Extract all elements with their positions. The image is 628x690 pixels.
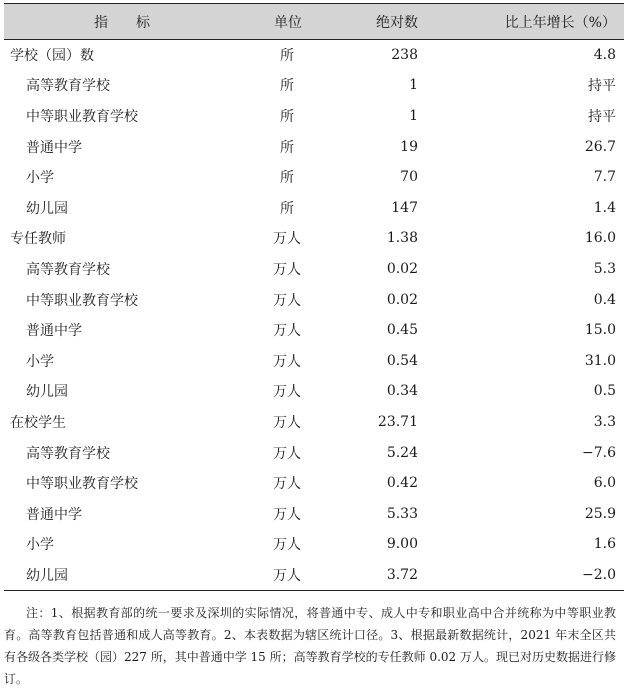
table-row [4,254,624,285]
cell-indicator: 高等教育学校 [26,261,110,278]
cell-indicator: 中等职业教育学校 [26,292,138,309]
table-row [4,101,624,132]
cell-unit: 万人 [273,537,301,554]
cell-growth: 7.7 [593,169,616,186]
cell-unit: 所 [280,108,294,125]
cell-absolute: 0.02 [386,260,418,277]
table-row [4,376,624,407]
table-row [4,437,624,468]
table-row [4,223,624,254]
cell-indicator: 幼儿园 [26,384,68,401]
cell-absolute: 0.02 [386,291,418,308]
cell-growth: 持平 [588,78,616,95]
cell-indicator: 幼儿园 [4,560,240,591]
table-row [4,131,624,162]
cell-indicator: 在校学生 [10,414,66,431]
cell-growth: 25.9 [584,505,616,522]
cell-indicator: 小学 [26,537,54,554]
cell-unit: 万人 [273,261,301,278]
cell-unit: 万人 [273,476,301,493]
education-statistics-table [4,3,624,591]
cell-indicator: 小学 [26,170,54,187]
cell-growth: 持平 [588,108,616,125]
cell-growth: 4.8 [593,47,616,64]
table-row [4,345,624,376]
footnote: 注：1、根据教育部的统一要求及深圳的实际情况，将普通中专、成人中专和职业高中合并统称为中等职业教育。高等教育包括普通和成人高等教育。2、本表数据为辖区统计口径。3、根据最新数据统计，2021 年末全区共有各级各类学校（园）227 所，其中普通中学 15 所；高等教育学校的专任教师 0.02 万人。现已对历史数据进行修订。 [4,606,616,686]
header-row [4,4,624,40]
cell-unit: 万人 [240,560,336,591]
cell-growth: 0.4 [593,291,616,308]
cell-indicator: 学校（园）数 [10,48,94,65]
data-table [4,3,624,591]
cell-absolute: 1.38 [386,230,418,247]
cell-growth: 1.6 [593,536,616,553]
cell-indicator: 普通中学 [26,139,82,156]
cell-indicator: 中等职业教育学校 [26,108,138,125]
cell-unit: 万人 [273,384,301,401]
cell-absolute: 0.45 [386,322,418,339]
cell-unit: 所 [280,48,294,65]
cell-absolute: 0.34 [386,383,418,400]
cell-indicator: 中等职业教育学校 [26,476,138,493]
table-row [4,315,624,346]
table-row [4,560,624,591]
cell-absolute: 9.00 [386,536,418,553]
cell-absolute: 238 [391,47,418,64]
cell-absolute: 1 [409,107,418,124]
cell-absolute: 70 [400,169,418,186]
cell-indicator: 普通中学 [26,323,82,340]
cell-growth: 15.0 [584,322,616,339]
cell-unit: 万人 [273,445,301,462]
cell-indicator: 幼儿园 [26,200,68,217]
cell-growth: −7.6 [582,444,616,461]
table-header [4,4,624,40]
cell-indicator: 专任教师 [10,231,66,248]
cell-growth: −2.0 [430,560,624,591]
header-absolute: 绝对数 [336,4,430,40]
table-row [4,70,624,101]
cell-growth: 3.3 [593,413,616,430]
table-row [4,162,624,193]
cell-unit: 万人 [273,506,301,523]
cell-unit: 万人 [273,231,301,248]
table-row [4,468,624,499]
table-row [4,407,624,438]
cell-unit: 万人 [273,353,301,370]
cell-indicator: 高等教育学校 [26,445,110,462]
cell-absolute: 0.54 [386,352,418,369]
table-row [4,40,624,71]
cell-growth: 6.0 [593,475,616,492]
header-unit: 单位 [240,4,336,40]
header-indicator: 指 标 [4,4,240,40]
cell-unit: 所 [280,139,294,156]
cell-indicator: 普通中学 [26,506,82,523]
cell-indicator: 高等教育学校 [26,78,110,95]
cell-unit: 所 [280,200,294,217]
cell-unit: 万人 [273,414,301,431]
table-row [4,284,624,315]
cell-absolute: 19 [400,138,418,155]
cell-growth: 0.5 [593,383,616,400]
cell-absolute: 3.72 [336,560,430,591]
cell-unit: 万人 [273,323,301,340]
cell-indicator: 小学 [26,353,54,370]
cell-growth: 1.4 [593,199,616,216]
table-row [4,498,624,529]
table-body [4,40,624,591]
cell-absolute: 0.42 [386,475,418,492]
cell-absolute: 23.71 [377,413,418,430]
cell-unit: 万人 [273,292,301,309]
table-row [4,529,624,560]
cell-unit: 所 [280,170,294,187]
cell-absolute: 147 [391,199,418,216]
header-growth: 比上年增长（%） [430,4,624,40]
cell-absolute: 5.33 [386,505,418,522]
cell-absolute: 1 [409,77,418,94]
table-row [4,192,624,223]
cell-growth: 26.7 [584,138,616,155]
cell-growth: 16.0 [584,230,616,247]
cell-unit: 所 [280,78,294,95]
cell-absolute: 5.24 [386,444,418,461]
cell-growth: 31.0 [584,352,616,369]
cell-growth: 5.3 [593,260,616,277]
